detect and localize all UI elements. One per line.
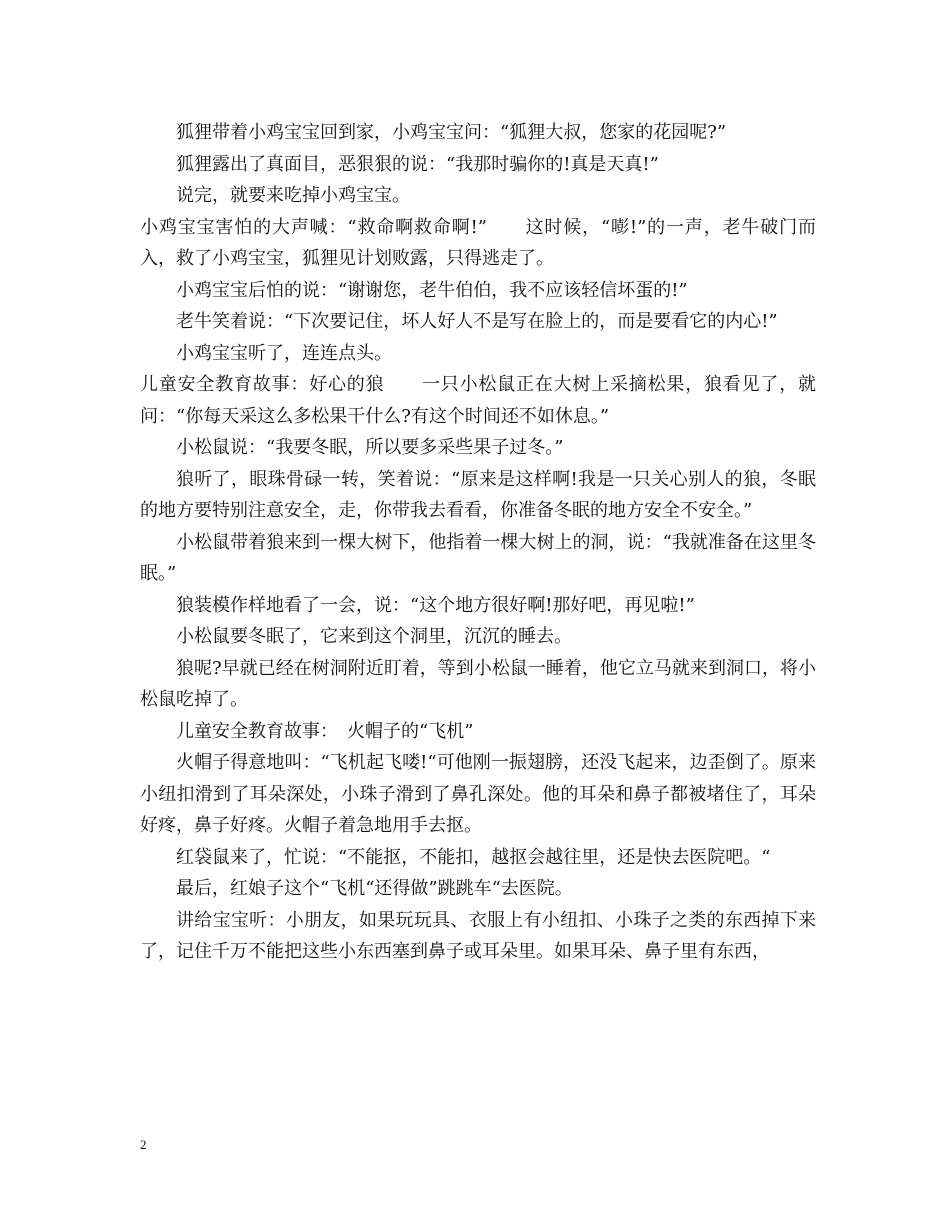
- paragraph-13: 小松鼠要冬眠了，它来到这个洞里，沉沉的睡去。: [176, 626, 572, 647]
- section-heading-paragraph: 儿童安全教育故事： 火帽子的“飞机”: [176, 720, 474, 742]
- paragraph-4: 小鸡宝宝害怕的大声喊：“救命啊救命啊!” 这时候，“嘭!”的一声，老牛破门而入，救了小鸡宝宝，狐狸见计划败露，只得逃走了。: [140, 216, 816, 269]
- paragraph-11: 小松鼠带着狼来到一棵大树下，他指着一棵大树上的洞，说：“我就准备在这里冬眠。”: [140, 531, 816, 584]
- paragraph-12: 狼装模作样地看了一会，说：“这个地方很好啊!那好吧，再见啦!”: [176, 594, 695, 616]
- paragraph-10: 狼听了，眼珠骨碌一转，笑着说：“原来是这样啊!我是一只关心别人的狼，冬眠的地方要特别注意安全，走，你带我去看看，你准备冬眠的地方安全不安全。”: [140, 468, 816, 521]
- page-number: 2: [140, 1137, 147, 1152]
- paragraph-18: 最后，红娘子这个“飞机“还得做”跳跳车“去医院。: [176, 878, 573, 899]
- paragraph-19: 讲给宝宝听：小朋友，如果玩玩具、衣服上有小纽扣、小珠子之类的东西掉下来了，记住千万不能把这些小东西塞到鼻子或耳朵里。如果耳朵、鼻子里有东西，: [140, 909, 816, 962]
- paragraph-17: 红袋鼠来了，忙说：“不能抠，不能扣，越抠会越往里，还是快去医院吧。“: [176, 846, 771, 868]
- paragraph-16: 火帽子得意地叫：“飞机起飞喽!“可他刚一振翅膀，还没飞起来，边歪倒了。原来小纽扣滑到了耳朵深处，小珠子滑到了鼻孔深处。他的耳朵和鼻子都被堵住了，耳朵好疼，鼻子好疼。火帽子着急地用手去抠。: [140, 752, 816, 836]
- paragraph-2: 狐狸露出了真面目，恶狠狠的说：“我那时骗你的!真是天真!”: [176, 153, 659, 175]
- paragraph-8: 儿童安全教育故事：好心的狼 一只小松鼠正在大树上采摘松果，狼看见了，就问：“你每天采这么多松果干什么?有这个时间还不如休息。”: [140, 374, 816, 427]
- body-text: [140, 117, 816, 968]
- paragraph-1: 狐狸带着小鸡宝宝回到家，小鸡宝宝问：“狐狸大叔，您家的花园呢?”: [176, 122, 727, 143]
- paragraph-5: 小鸡宝宝后怕的说：“谢谢您，老牛伯伯，我不应该轻信坏蛋的!”: [176, 279, 688, 301]
- paragraph-6: 老牛笑着说：“下次要记住，坏人好人不是写在脸上的，而是要看它的内心!”: [176, 311, 778, 332]
- paragraph-3: 说完，就要来吃掉小鸡宝宝。: [176, 185, 410, 206]
- paragraph-7: 小鸡宝宝听了，连连点头。: [176, 342, 392, 364]
- paragraph-9: 小松鼠说：“我要冬眠，所以要多采些果子过冬。”: [176, 437, 564, 458]
- paragraph-14: 狼呢?早就已经在树洞附近盯着，等到小松鼠一睡着，他它立马就来到洞口，将小松鼠吃掉了。: [140, 657, 816, 710]
